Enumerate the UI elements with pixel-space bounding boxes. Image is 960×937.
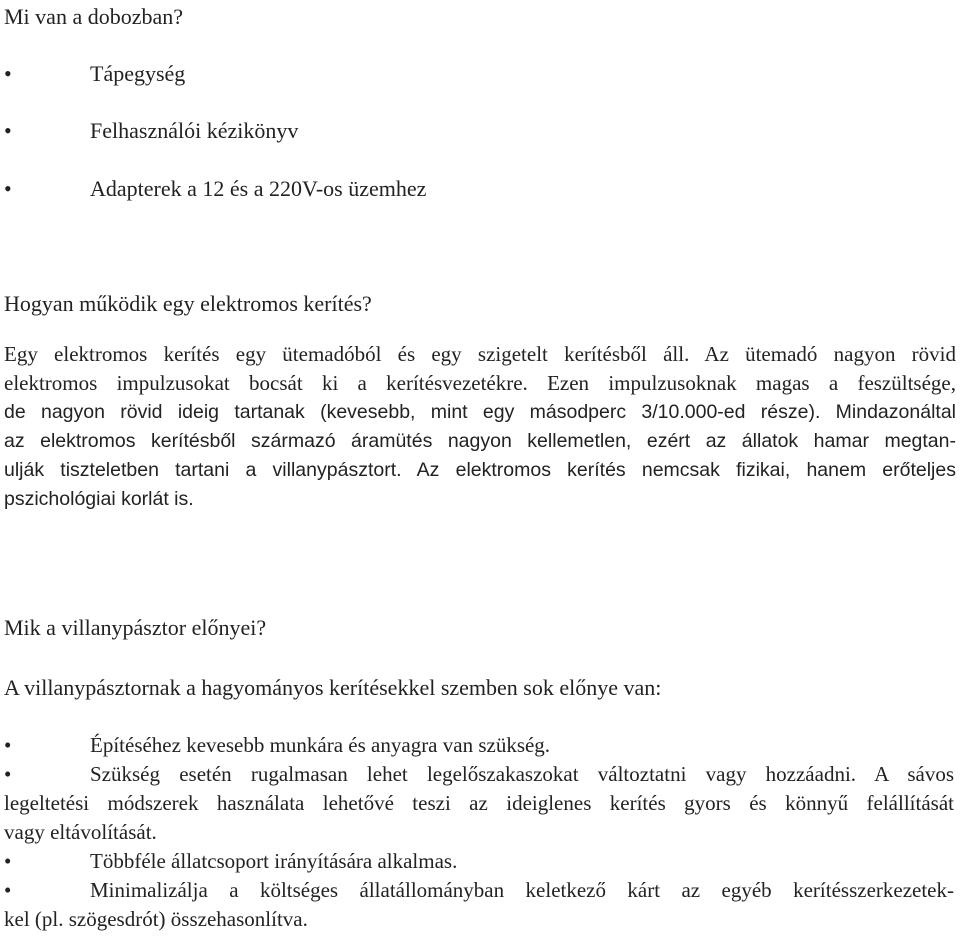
bullet-marker: •: [4, 118, 12, 143]
benefits-intro: A villanypásztornak a hagyományos kerítésekkel szemben sok előnye van:: [4, 675, 662, 700]
list-item-text: Építéséhez kevesebb munkára és anyagra van szükség.: [90, 733, 551, 757]
list-item: [4, 847, 954, 876]
list-item-line: [4, 731, 954, 760]
list-item-line: vagy eltávolítását.: [4, 820, 157, 844]
list-item-text: Felhasználói kézikönyv: [90, 118, 299, 143]
list-item: [4, 876, 954, 934]
paragraph-line: pszichológiai korlát is.: [4, 488, 194, 510]
bullet-marker: •: [4, 61, 12, 86]
list-item-text: Többféle állatcsoport irányítására alkalmas.: [90, 849, 458, 873]
bullet-marker: •: [4, 849, 12, 873]
paragraph-line: ulják tiszteletben tartani a villanypásztort. Az elektromos kerítés nemcsak fizikai, hanem erőteljes: [4, 459, 956, 481]
paragraph-line: elektromos impulzusokat bocsát ki a kerítésvezetékre. Ezen impulzusoknak magas a feszültsége,: [4, 371, 956, 395]
paragraph-line: Egy elektromos kerítés egy ütemadóból és egy szigetelt kerítésből áll. Az ütemadó nagyon rövid: [4, 342, 956, 366]
bullet-marker: •: [4, 878, 12, 902]
bullet-marker: •: [4, 762, 12, 786]
list-item-line: kel (pl. szögesdrót) összehasonlítva.: [4, 907, 308, 931]
list-item-text: Tápegység: [90, 61, 186, 86]
bullet-marker: •: [4, 733, 12, 757]
list-item-text: Adapterek a 12 és a 220V-os üzemhez: [90, 176, 427, 201]
list-item-line: [4, 847, 954, 876]
list-item-line: [4, 760, 954, 789]
list-item-text: Szükség esetén rugalmasan lehet legelőszakaszokat változtatni vagy hozzáadni. A sávos: [90, 762, 954, 786]
how-it-works-paragraph: [4, 340, 956, 514]
list-item-line: [4, 876, 954, 905]
how-it-works-heading: Hogyan működik egy elektromos kerítés?: [4, 291, 372, 316]
list-item: [4, 731, 954, 760]
list-item-line: legeltetési módszerek használata lehetővé teszi az ideiglenes kerítés gyors és könnyű felállítását: [4, 791, 954, 815]
benefits-heading: Mik a villanypásztor előnyei?: [4, 615, 267, 640]
paragraph-line: az elektromos kerítésből származó áramütés nagyon kellemetlen, ezért az állatok hamar megtan-: [4, 430, 956, 452]
paragraph-line: de nagyon rövid ideig tartanak (kevesebb, mint egy másodperc 3/10.000-ed része). Mindazonáltal: [4, 401, 956, 423]
list-item: [4, 760, 954, 847]
list-item-text: Minimalizálja a költséges állatállományban keletkező kárt az egyéb kerítésszerkezetek-: [90, 878, 954, 902]
box-contents-heading: Mi van a dobozban?: [4, 4, 183, 29]
bullet-marker: •: [4, 176, 12, 201]
